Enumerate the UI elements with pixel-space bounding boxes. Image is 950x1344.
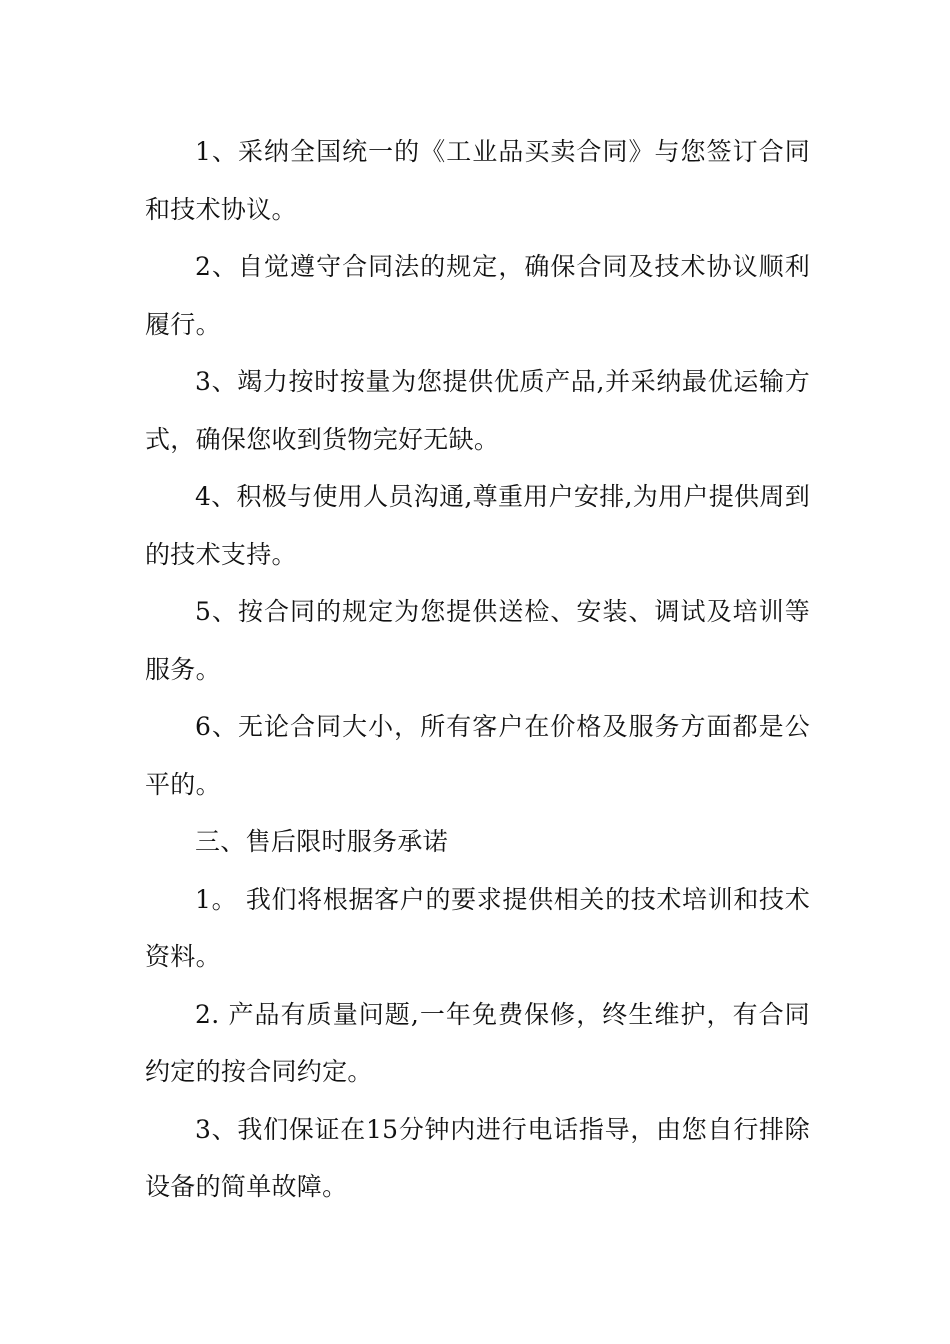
section-paragraph-3: 3、我们保证在15分钟内进行电话指导，由您自行排除设备的简单故障。 (145, 1114, 810, 1201)
section-paragraph-1: 1。 我们将根据客户的要求提供相关的技术培训和技术资料。 (145, 884, 810, 971)
paragraph-6: 6、无论合同大小，所有客户在价格及服务方面都是公平的。 (145, 712, 810, 799)
paragraph-5: 5、按合同的规定为您提供送检、安装、调试及培训等服务。 (145, 597, 810, 684)
section-paragraph-2: 2. 产品有质量问题,一年免费保修，终生维护，有合同约定的按合同约定。 (145, 999, 810, 1086)
document-body (145, 123, 810, 1216)
paragraph-1: 1、采纳全国统一的《工业品买卖合同》与您签订合同和技术协议。 (145, 137, 810, 224)
paragraph-4: 4、积极与使用人员沟通,尊重用户安排,为用户提供周到的技术支持。 (145, 482, 810, 569)
paragraph-3: 3、竭力按时按量为您提供优质产品,并采纳最优运输方式，确保您收到货物完好无缺。 (145, 367, 810, 454)
paragraph-2: 2、自觉遵守合同法的规定，确保合同及技术协议顺利履行。 (145, 252, 810, 339)
section-heading: 三、售后限时服务承诺 (195, 827, 449, 856)
